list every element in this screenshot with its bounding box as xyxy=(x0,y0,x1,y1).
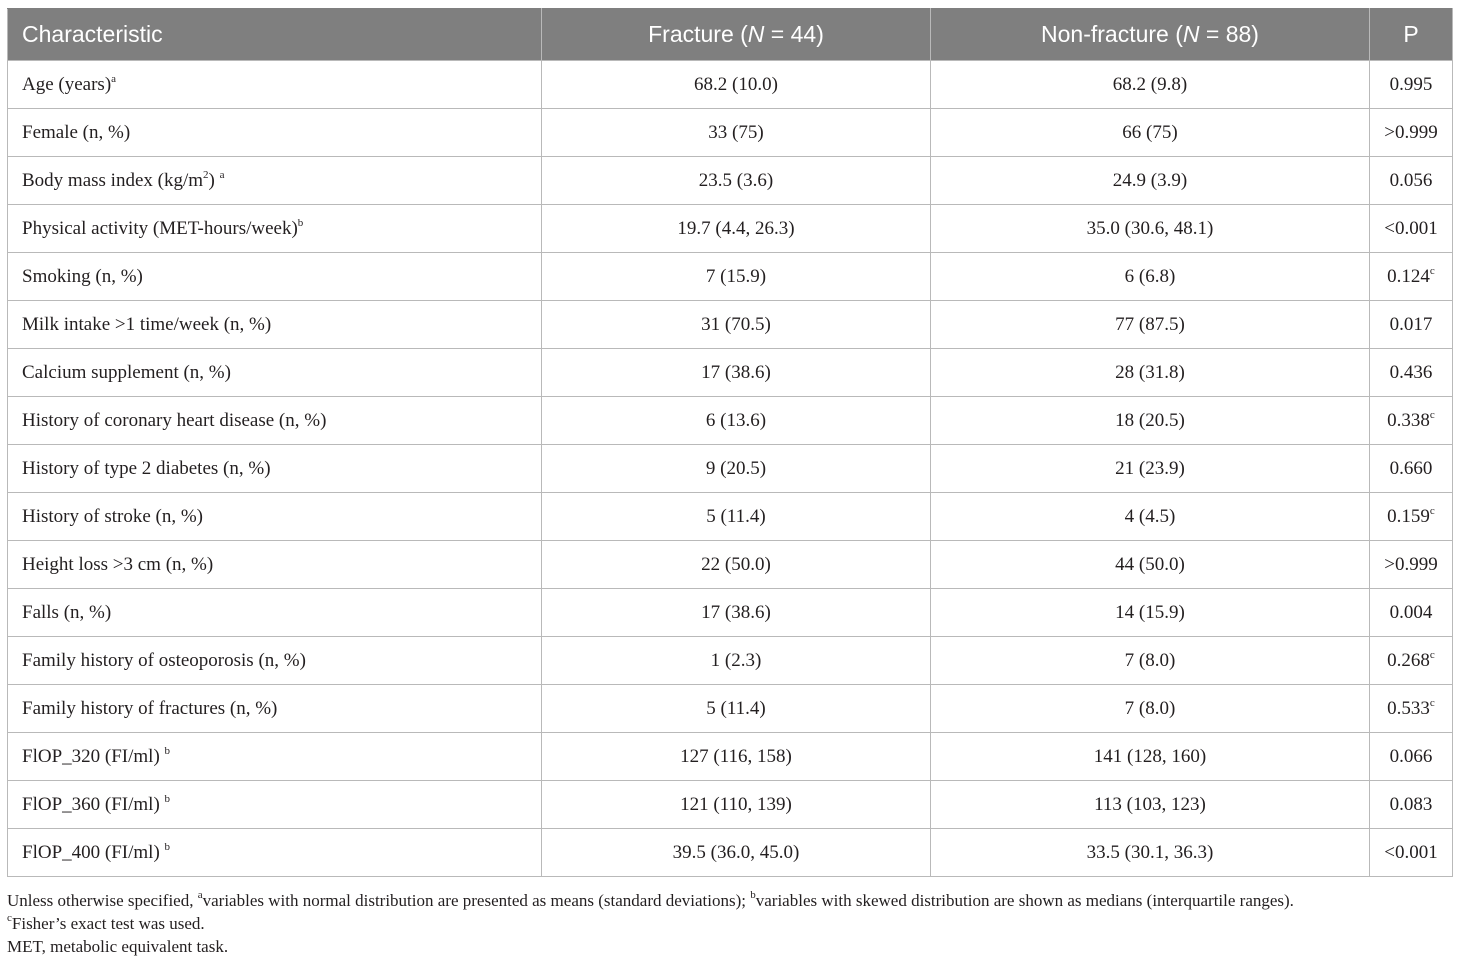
cell-fracture: 39.5 (36.0, 45.0) xyxy=(542,829,931,877)
cell-characteristic xyxy=(8,493,542,541)
p-value-text: 0.436 xyxy=(1389,361,1433,383)
cell-p-value xyxy=(1370,397,1453,445)
table-row xyxy=(8,541,1453,589)
cell-fracture: 127 (116, 158) xyxy=(542,733,931,781)
cell-non-fracture: 66 (75) xyxy=(931,109,1370,157)
table-row xyxy=(8,157,1453,205)
cell-p-value xyxy=(1370,349,1453,397)
p-value-superscript: c xyxy=(1429,504,1435,517)
cell-fracture: 5 (11.4) xyxy=(542,685,931,733)
table-header-row xyxy=(8,9,1453,61)
cell-characteristic xyxy=(8,61,542,109)
row-label: Female (n, %) xyxy=(22,121,131,143)
cell-non-fracture: 44 (50.0) xyxy=(931,541,1370,589)
table-row xyxy=(8,397,1453,445)
row-label-superscript: 2 xyxy=(203,168,209,181)
row-label: FlOP_360 (FI/ml) xyxy=(22,793,165,815)
table-row xyxy=(8,445,1453,493)
cell-fracture: 22 (50.0) xyxy=(542,541,931,589)
table-row xyxy=(8,781,1453,829)
header-characteristic: Characteristic xyxy=(8,9,542,61)
cell-characteristic xyxy=(8,109,542,157)
cell-non-fracture: 4 (4.5) xyxy=(931,493,1370,541)
row-label: History of stroke (n, %) xyxy=(22,505,203,527)
cell-non-fracture: 68.2 (9.8) xyxy=(931,61,1370,109)
table-row xyxy=(8,589,1453,637)
cell-non-fracture: 21 (23.9) xyxy=(931,445,1370,493)
table-row xyxy=(8,301,1453,349)
row-label: Age (years) xyxy=(22,73,112,95)
cell-p-value xyxy=(1370,493,1453,541)
row-label-superscript: a xyxy=(111,72,117,85)
p-value-text: 0.083 xyxy=(1389,793,1433,815)
p-value-text: 0.056 xyxy=(1389,169,1433,191)
footnote-line-3: MET, metabolic equivalent task. xyxy=(7,937,229,956)
cell-p-value xyxy=(1370,829,1453,877)
cell-fracture: 68.2 (10.0) xyxy=(542,61,931,109)
cell-fracture: 6 (13.6) xyxy=(542,397,931,445)
p-value-text: 0.004 xyxy=(1389,601,1433,623)
p-value-superscript: c xyxy=(1429,264,1435,277)
cell-non-fracture: 7 (8.0) xyxy=(931,685,1370,733)
p-value-text: 0.066 xyxy=(1389,745,1433,767)
cell-p-value xyxy=(1370,205,1453,253)
table-row xyxy=(8,685,1453,733)
cell-non-fracture: 24.9 (3.9) xyxy=(931,157,1370,205)
cell-p-value xyxy=(1370,61,1453,109)
cell-p-value xyxy=(1370,157,1453,205)
cell-characteristic xyxy=(8,253,542,301)
p-value-text: >0.999 xyxy=(1384,553,1438,575)
p-value-text: 0.995 xyxy=(1389,73,1433,95)
cell-characteristic xyxy=(8,397,542,445)
cell-fracture: 19.7 (4.4, 26.3) xyxy=(542,205,931,253)
p-value-text: 0.124 xyxy=(1387,265,1430,287)
cell-non-fracture: 14 (15.9) xyxy=(931,589,1370,637)
cell-characteristic xyxy=(8,685,542,733)
characteristics-table xyxy=(7,8,1453,877)
cell-fracture: 1 (2.3) xyxy=(542,637,931,685)
table-row xyxy=(8,109,1453,157)
header-p-value: P xyxy=(1370,9,1453,61)
p-value-text: 0.159 xyxy=(1387,505,1430,527)
row-label-superscript: b xyxy=(164,792,171,805)
p-value-text: 0.533 xyxy=(1387,697,1430,719)
cell-characteristic xyxy=(8,157,542,205)
row-label: FlOP_400 (FI/ml) xyxy=(22,841,165,863)
cell-p-value xyxy=(1370,685,1453,733)
row-label: Falls (n, %) xyxy=(22,601,112,623)
cell-fracture: 17 (38.6) xyxy=(542,349,931,397)
row-label: Family history of osteoporosis (n, %) xyxy=(22,649,306,671)
row-label: History of coronary heart disease (n, %) xyxy=(22,409,327,431)
row-label-superscript: a xyxy=(219,168,225,181)
p-value-text: 0.338 xyxy=(1387,409,1430,431)
cell-p-value xyxy=(1370,109,1453,157)
cell-p-value xyxy=(1370,637,1453,685)
cell-p-value xyxy=(1370,301,1453,349)
cell-non-fracture: 141 (128, 160) xyxy=(931,733,1370,781)
p-value-superscript: c xyxy=(1429,696,1435,709)
row-label-tail: ) xyxy=(208,169,220,191)
cell-p-value xyxy=(1370,541,1453,589)
row-label: History of type 2 diabetes (n, %) xyxy=(22,457,271,479)
p-value-text: >0.999 xyxy=(1384,121,1438,143)
row-label: FlOP_320 (FI/ml) xyxy=(22,745,165,767)
cell-non-fracture: 77 (87.5) xyxy=(931,301,1370,349)
cell-characteristic xyxy=(8,829,542,877)
table-row xyxy=(8,493,1453,541)
header-fracture: Fracture (N = 44) xyxy=(542,9,931,61)
row-label: Physical activity (MET-hours/week) xyxy=(22,217,298,239)
row-label-superscript: b xyxy=(164,744,171,757)
table-row xyxy=(8,829,1453,877)
p-value-text: <0.001 xyxy=(1384,841,1438,863)
row-label-superscript: b xyxy=(164,840,171,853)
cell-non-fracture: 33.5 (30.1, 36.3) xyxy=(931,829,1370,877)
cell-fracture: 23.5 (3.6) xyxy=(542,157,931,205)
table-body xyxy=(8,61,1453,877)
table-row xyxy=(8,349,1453,397)
row-label: Body mass index (kg/m xyxy=(22,169,204,191)
footnote-line-1: Unless otherwise specified, $^a$variables with normal distribution are presented as means (standard deviations); $^b$variables with skewed distribution are shown as medians (interquartile ranges). xyxy=(7,889,1294,910)
cell-characteristic xyxy=(8,301,542,349)
cell-characteristic xyxy=(8,541,542,589)
cell-p-value xyxy=(1370,589,1453,637)
cell-fracture: 31 (70.5) xyxy=(542,301,931,349)
table-row xyxy=(8,637,1453,685)
cell-fracture: 33 (75) xyxy=(542,109,931,157)
row-label: Family history of fractures (n, %) xyxy=(22,697,278,719)
cell-characteristic xyxy=(8,205,542,253)
p-value-text: 0.268 xyxy=(1387,649,1430,671)
cell-characteristic xyxy=(8,637,542,685)
cell-p-value xyxy=(1370,445,1453,493)
cell-p-value xyxy=(1370,781,1453,829)
table-footnotes xyxy=(7,889,1457,958)
p-value-text: <0.001 xyxy=(1384,217,1438,239)
cell-non-fracture: 28 (31.8) xyxy=(931,349,1370,397)
cell-fracture: 5 (11.4) xyxy=(542,493,931,541)
table-row xyxy=(8,253,1453,301)
p-value-text: 0.660 xyxy=(1389,457,1433,479)
table-row xyxy=(8,733,1453,781)
p-value-text: 0.017 xyxy=(1389,313,1433,335)
cell-non-fracture: 35.0 (30.6, 48.1) xyxy=(931,205,1370,253)
cell-fracture: 7 (15.9) xyxy=(542,253,931,301)
cell-fracture: 17 (38.6) xyxy=(542,589,931,637)
row-label: Height loss >3 cm (n, %) xyxy=(22,553,214,575)
footnote-line-2: $^c$Fisher’s exact test was used. xyxy=(7,912,205,933)
cell-non-fracture: 18 (20.5) xyxy=(931,397,1370,445)
row-label: Milk intake >1 time/week (n, %) xyxy=(22,313,272,335)
cell-non-fracture: 7 (8.0) xyxy=(931,637,1370,685)
row-label: Smoking (n, %) xyxy=(22,265,143,287)
p-value-superscript: c xyxy=(1429,648,1435,661)
cell-characteristic xyxy=(8,781,542,829)
cell-characteristic xyxy=(8,733,542,781)
cell-characteristic xyxy=(8,589,542,637)
cell-fracture: 9 (20.5) xyxy=(542,445,931,493)
table-row xyxy=(8,205,1453,253)
p-value-superscript: c xyxy=(1429,408,1435,421)
row-label: Calcium supplement (n, %) xyxy=(22,361,231,383)
cell-non-fracture: 113 (103, 123) xyxy=(931,781,1370,829)
header-non-fracture: Non-fracture (N = 88) xyxy=(931,9,1370,61)
cell-fracture: 121 (110, 139) xyxy=(542,781,931,829)
cell-non-fracture: 6 (6.8) xyxy=(931,253,1370,301)
cell-characteristic xyxy=(8,349,542,397)
cell-characteristic xyxy=(8,445,542,493)
row-label-superscript: b xyxy=(297,216,304,229)
cell-p-value xyxy=(1370,733,1453,781)
table-row xyxy=(8,61,1453,109)
cell-p-value xyxy=(1370,253,1453,301)
